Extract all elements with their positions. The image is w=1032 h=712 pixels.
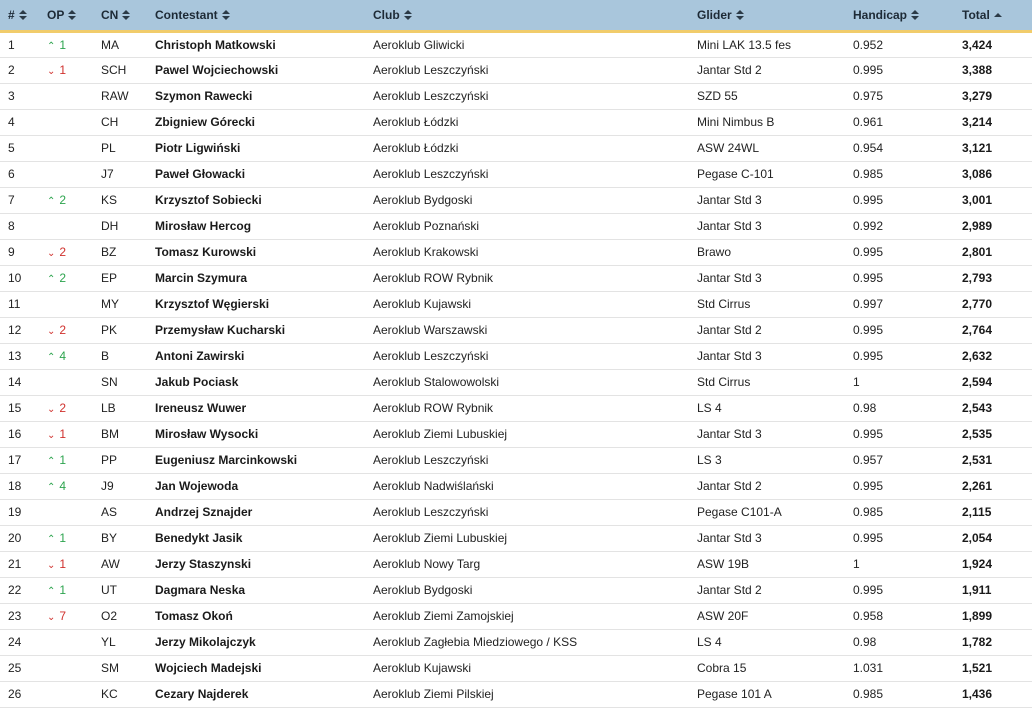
position-change: ⌃ 1	[47, 583, 67, 597]
contestant-cell: Wojciech Madejski	[155, 661, 262, 675]
cn-cell: BM	[101, 427, 119, 441]
table-row[interactable]	[0, 629, 1032, 655]
contestant-cell: Jerzy Staszynski	[155, 557, 252, 571]
table-row[interactable]	[0, 57, 1032, 83]
chevron-up-icon: ⌃	[47, 456, 56, 467]
sort-club-header[interactable]: Club	[373, 0, 697, 31]
glider-cell: Mini Nimbus B	[697, 115, 775, 129]
cn-cell: SN	[101, 375, 118, 389]
club-cell: Aeroklub Krakowski	[373, 245, 479, 259]
cn-cell: PL	[101, 141, 116, 155]
position-change: ⌄ 2	[47, 323, 67, 337]
handicap-cell: 0.985	[853, 505, 884, 519]
chevron-down-icon: ⌄	[47, 612, 56, 623]
club-cell: Aeroklub Bydgoski	[373, 583, 473, 597]
sort-op-header[interactable]: OP	[47, 0, 101, 31]
op-cell	[47, 395, 101, 421]
chevron-up-icon: ⌃	[47, 196, 56, 207]
cn-cell: PK	[101, 323, 118, 337]
contestant-cell: Tomasz Kurowski	[155, 245, 257, 259]
chevron-up-icon: ⌃	[47, 534, 56, 545]
cn-cell: PP	[101, 453, 118, 467]
position-change: ⌃ 1	[47, 37, 67, 52]
chevron-up-icon: ⌃	[47, 482, 56, 493]
total-cell: 1,521	[962, 661, 993, 675]
rank-cell: 15	[8, 401, 22, 415]
position-change: ⌄ 1	[47, 557, 67, 571]
club-cell: Aeroklub Stalowowolski	[373, 375, 500, 389]
position-change: ⌃ 4	[47, 349, 67, 363]
op-cell	[47, 135, 101, 161]
chevron-down-icon: ⌄	[47, 430, 56, 441]
handicap-cell: 0.995	[853, 349, 884, 363]
rank-cell: 3	[8, 89, 15, 103]
handicap-cell: 0.985	[853, 687, 884, 701]
glider-cell: ASW 19B	[697, 557, 750, 571]
handicap-cell: 0.995	[853, 427, 884, 441]
rank-cell: 16	[8, 427, 22, 441]
rank-cell: 12	[8, 323, 22, 337]
chevron-up-icon: ⌃	[47, 352, 56, 363]
position-change: ⌃ 1	[47, 531, 67, 545]
op-cell	[47, 57, 101, 83]
contestant-cell: Jerzy Mikolajczyk	[155, 635, 256, 649]
op-cell	[47, 239, 101, 265]
contestant-cell: Jan Wojewoda	[155, 479, 239, 493]
glider-cell: Jantar Std 2	[697, 583, 762, 597]
cn-cell: RAW	[101, 89, 129, 103]
glider-cell: LS 4	[697, 635, 722, 649]
rank-cell: 9	[8, 245, 15, 259]
handicap-cell: 1	[853, 557, 860, 571]
contestant-cell: Pawel Wojciechowski	[155, 63, 279, 77]
rank-cell: 18	[8, 479, 22, 493]
cn-cell: KC	[101, 687, 118, 701]
op-cell	[47, 447, 101, 473]
rank-cell: 17	[8, 453, 22, 467]
op-cell	[47, 317, 101, 343]
rank-cell: 7	[8, 193, 15, 207]
contestant-cell: Eugeniusz Marcinkowski	[155, 453, 298, 467]
glider-cell: Brawo	[697, 245, 732, 259]
contestant-cell: Mirosław Wysocki	[155, 427, 259, 441]
contestant-cell: Mirosław Hercog	[155, 219, 252, 233]
op-cell	[47, 83, 101, 109]
glider-cell: Std Cirrus	[697, 297, 751, 311]
glider-cell: Jantar Std 3	[697, 531, 762, 545]
total-cell: 2,594	[962, 375, 993, 389]
sort-icon	[19, 10, 27, 20]
total-cell: 1,782	[962, 635, 993, 649]
contestant-cell: Przemysław Kucharski	[155, 323, 286, 337]
op-cell	[47, 681, 101, 707]
rank-cell: 21	[8, 557, 22, 571]
club-cell: Aeroklub Warszawski	[373, 323, 488, 337]
op-cell	[47, 499, 101, 525]
contestant-cell: Piotr Ligwiński	[155, 141, 241, 155]
handicap-cell: 0.954	[853, 141, 884, 155]
chevron-down-icon: ⌄	[47, 326, 56, 337]
club-cell: Aeroklub Ziemi Pilskiej	[373, 687, 494, 701]
handicap-cell: 0.98	[853, 401, 877, 415]
table-row[interactable]	[0, 187, 1032, 213]
op-cell	[47, 187, 101, 213]
club-cell: Aeroklub Leszczyński	[373, 63, 489, 77]
club-cell: Aeroklub Nowy Targ	[373, 557, 481, 571]
glider-cell: ASW 24WL	[697, 141, 760, 155]
position-change: ⌄ 1	[47, 63, 67, 77]
table-row[interactable]	[0, 239, 1032, 265]
table-row[interactable]	[0, 499, 1032, 525]
cn-cell: LB	[101, 401, 116, 415]
rank-cell: 1	[8, 37, 15, 52]
contestant-cell: Andrzej Sznajder	[155, 505, 253, 519]
glider-cell: Pegase 101 A	[697, 687, 772, 701]
rank-cell: 26	[8, 687, 22, 701]
chevron-down-icon: ⌄	[47, 248, 56, 259]
club-cell: Aeroklub Ziemi Lubuskiej	[373, 531, 508, 545]
table-row[interactable]	[0, 265, 1032, 291]
club-cell: Aeroklub Ziemi Zamojskiej	[373, 609, 514, 623]
op-cell	[47, 109, 101, 135]
op-cell	[47, 161, 101, 187]
sort-handicap-header[interactable]: Handicap	[853, 0, 962, 31]
total-cell: 3,214	[962, 115, 993, 129]
handicap-cell: 0.992	[853, 219, 884, 233]
rank-cell: 20	[8, 531, 22, 545]
cn-cell: J9	[101, 479, 114, 493]
op-cell	[47, 291, 101, 317]
contestant-cell: Marcin Szymura	[155, 271, 248, 285]
club-cell: Aeroklub Kujawski	[373, 661, 472, 675]
rank-cell: 6	[8, 167, 15, 181]
total-cell: 3,121	[962, 141, 993, 155]
club-cell: Aeroklub Kujawski	[373, 297, 472, 311]
glider-cell: Cobra 15	[697, 661, 747, 675]
total-cell: 2,632	[962, 349, 993, 363]
handicap-cell: 0.995	[853, 245, 884, 259]
club-cell: Aeroklub ROW Rybnik	[373, 271, 494, 285]
cn-cell: DH	[101, 219, 119, 233]
glider-cell: Std Cirrus	[697, 375, 751, 389]
position-change: ⌄ 7	[47, 609, 67, 623]
rank-cell: 13	[8, 349, 22, 363]
rank-cell: 8	[8, 219, 15, 233]
total-cell: 2,793	[962, 271, 993, 285]
handicap-cell: 0.975	[853, 89, 884, 103]
club-cell: Aeroklub Leszczyński	[373, 349, 489, 363]
op-cell	[47, 473, 101, 499]
handicap-cell: 0.952	[853, 37, 884, 52]
sort-icon	[736, 10, 744, 20]
op-cell	[47, 551, 101, 577]
table-row[interactable]	[0, 395, 1032, 421]
cn-cell: MA	[101, 37, 119, 52]
club-cell: Aeroklub Łódzki	[373, 115, 459, 129]
handicap-cell: 0.958	[853, 609, 884, 623]
cn-cell: CH	[101, 115, 119, 129]
total-cell: 1,899	[962, 609, 993, 623]
glider-cell: Jantar Std 3	[697, 349, 762, 363]
op-cell	[47, 525, 101, 551]
contestant-cell: Krzysztof Węgierski	[155, 297, 270, 311]
rank-cell: 24	[8, 635, 22, 649]
sort-icon	[911, 10, 919, 20]
op-cell	[47, 655, 101, 681]
position-change: ⌃ 2	[47, 271, 67, 285]
contestant-cell: Szymon Rawecki	[155, 89, 253, 103]
op-cell	[47, 577, 101, 603]
total-cell: 2,770	[962, 297, 993, 311]
total-cell: 1,911	[962, 583, 992, 597]
glider-cell: LS 3	[697, 453, 722, 467]
contestant-cell: Antoni Zawirski	[155, 349, 245, 363]
table-row[interactable]	[0, 681, 1032, 707]
glider-cell: Mini LAK 13.5 fes	[697, 37, 792, 52]
cn-cell: O2	[101, 609, 118, 623]
chevron-up-icon: ⌃	[47, 586, 56, 597]
table-row[interactable]	[0, 343, 1032, 369]
rank-cell: 11	[8, 297, 21, 311]
table-row[interactable]	[0, 83, 1032, 109]
total-cell: 2,261	[962, 479, 993, 493]
table-row[interactable]	[0, 577, 1032, 603]
contestant-cell: Tomasz Okoń	[155, 609, 233, 623]
handicap-cell: 1	[853, 375, 860, 389]
total-cell: 2,054	[962, 531, 993, 545]
club-cell: Aeroklub Zagłebia Miedziowego / KSS	[373, 635, 578, 649]
glider-cell: Jantar Std 3	[697, 427, 762, 441]
total-cell: 3,424	[962, 37, 993, 52]
rank-cell: 10	[8, 271, 22, 285]
rank-cell: 14	[8, 375, 22, 389]
rank-cell: 25	[8, 661, 22, 675]
total-cell: 3,001	[962, 193, 993, 207]
handicap-cell: 0.995	[853, 193, 884, 207]
table-row[interactable]	[0, 447, 1032, 473]
club-cell: Aeroklub Nadwiślański	[373, 479, 494, 493]
glider-cell: Jantar Std 3	[697, 193, 762, 207]
total-cell: 2,543	[962, 401, 993, 415]
sort-rank-header[interactable]: #	[0, 0, 47, 31]
op-cell	[47, 31, 101, 57]
glider-cell: LS 4	[697, 401, 722, 415]
club-cell: Aeroklub Bydgoski	[373, 193, 473, 207]
club-cell: Aeroklub Ziemi Lubuskiej	[373, 427, 508, 441]
table-body	[0, 31, 1032, 707]
club-cell: Aeroklub Łódzki	[373, 141, 459, 155]
position-change: ⌃ 2	[47, 193, 67, 207]
sort-icon	[404, 10, 412, 20]
total-cell: 3,388	[962, 63, 993, 77]
glider-cell: Jantar Std 2	[697, 479, 762, 493]
cn-cell: BY	[101, 531, 118, 545]
contestant-cell: Jakub Pociask	[155, 375, 239, 389]
table-row[interactable]	[0, 551, 1032, 577]
glider-cell: Jantar Std 2	[697, 323, 762, 337]
cn-cell: BZ	[101, 245, 117, 259]
total-cell: 3,086	[962, 167, 993, 181]
chevron-down-icon: ⌄	[47, 404, 56, 415]
club-cell: Aeroklub Leszczyński	[373, 505, 489, 519]
op-cell	[47, 629, 101, 655]
handicap-cell: 0.995	[853, 323, 884, 337]
table-header	[0, 0, 1032, 31]
handicap-cell: 0.995	[853, 583, 884, 597]
club-cell: Aeroklub ROW Rybnik	[373, 401, 494, 415]
chevron-down-icon: ⌄	[47, 560, 56, 571]
total-cell: 2,989	[962, 219, 993, 233]
glider-cell: Jantar Std 2	[697, 63, 762, 77]
total-cell: 1,436	[962, 687, 993, 701]
handicap-cell: 0.957	[853, 453, 884, 467]
glider-cell: ASW 20F	[697, 609, 749, 623]
glider-cell: Pegase C-101	[697, 167, 774, 181]
handicap-cell: 1.031	[853, 661, 884, 675]
cn-cell: AS	[101, 505, 118, 519]
contestant-cell: Christoph Matkowski	[155, 37, 276, 52]
contestant-cell: Paweł Głowacki	[155, 167, 246, 181]
table-row[interactable]	[0, 473, 1032, 499]
op-cell	[47, 343, 101, 369]
table-row[interactable]	[0, 135, 1032, 161]
total-cell: 2,764	[962, 323, 993, 337]
handicap-cell: 0.997	[853, 297, 884, 311]
glider-cell: Jantar Std 3	[697, 271, 762, 285]
handicap-cell: 0.995	[853, 271, 884, 285]
table-row[interactable]	[0, 291, 1032, 317]
cn-cell: YL	[101, 635, 116, 649]
club-cell: Aeroklub Poznański	[373, 219, 480, 233]
cn-cell: UT	[101, 583, 117, 597]
cn-cell: AW	[101, 557, 120, 571]
op-cell	[47, 213, 101, 239]
sort-total-header[interactable]: Total	[962, 0, 1032, 31]
cn-cell: EP	[101, 271, 118, 285]
club-cell: Aeroklub Leszczyński	[373, 89, 489, 103]
contestant-cell: Dagmara Neska	[155, 583, 246, 597]
contestant-cell: Ireneusz Wuwer	[155, 401, 247, 415]
sort-glider-header[interactable]: Glider	[697, 0, 853, 31]
contestant-cell: Krzysztof Sobiecki	[155, 193, 262, 207]
club-cell: Aeroklub Leszczyński	[373, 453, 489, 467]
position-change: ⌄ 1	[47, 427, 67, 441]
contestant-cell: Zbigniew Górecki	[155, 115, 256, 129]
op-cell	[47, 265, 101, 291]
sort-icon	[222, 10, 230, 20]
handicap-cell: 0.985	[853, 167, 884, 181]
handicap-cell: 0.995	[853, 531, 884, 545]
op-cell	[47, 603, 101, 629]
position-change: ⌄ 2	[47, 401, 67, 415]
contestant-cell: Cezary Najderek	[155, 687, 249, 701]
sort-icon	[68, 10, 76, 20]
table-row[interactable]	[0, 109, 1032, 135]
cn-cell: SCH	[101, 63, 127, 77]
handicap-cell: 0.98	[853, 635, 877, 649]
chevron-up-icon: ⌃	[47, 274, 56, 285]
contestant-cell: Benedykt Jasik	[155, 531, 243, 545]
rank-cell: 22	[8, 583, 22, 597]
handicap-cell: 0.961	[853, 115, 884, 129]
glider-cell: SZD 55	[697, 89, 738, 103]
sort-cn-header[interactable]: CN	[101, 0, 155, 31]
cn-cell: MY	[101, 297, 119, 311]
cn-cell: J7	[101, 167, 114, 181]
total-cell: 3,279	[962, 89, 993, 103]
table-row[interactable]	[0, 655, 1032, 681]
handicap-cell: 0.995	[853, 63, 884, 77]
table-row[interactable]	[0, 525, 1032, 551]
handicap-cell: 0.995	[853, 479, 884, 493]
table-row[interactable]	[0, 369, 1032, 395]
club-cell: Aeroklub Leszczyński	[373, 167, 489, 181]
rank-cell: 4	[8, 115, 15, 129]
cn-cell: KS	[101, 193, 118, 207]
rank-cell: 19	[8, 505, 22, 519]
total-cell: 2,801	[962, 245, 993, 259]
table-row[interactable]	[0, 603, 1032, 629]
total-cell: 2,531	[962, 453, 993, 467]
table-row[interactable]	[0, 161, 1032, 187]
cn-cell: B	[101, 349, 110, 363]
table-row[interactable]	[0, 31, 1032, 57]
rank-cell: 2	[8, 63, 15, 77]
rank-cell: 5	[8, 141, 15, 155]
table-row[interactable]	[0, 213, 1032, 239]
table-row[interactable]	[0, 421, 1032, 447]
position-change: ⌃ 4	[47, 479, 67, 493]
position-change: ⌃ 1	[47, 453, 67, 467]
op-cell	[47, 369, 101, 395]
sort-contestant-header[interactable]: Contestant	[155, 0, 373, 31]
glider-cell: Jantar Std 3	[697, 219, 762, 233]
position-change: ⌄ 2	[47, 245, 67, 259]
total-cell: 2,115	[962, 505, 992, 519]
club-cell: Aeroklub Gliwicki	[373, 37, 465, 52]
total-cell: 1,924	[962, 557, 993, 571]
sort-icon	[122, 10, 130, 20]
cn-cell: SM	[101, 661, 119, 675]
sort-ascending-icon	[994, 10, 1002, 20]
rank-cell: 23	[8, 609, 22, 623]
op-cell	[47, 421, 101, 447]
chevron-down-icon: ⌄	[47, 66, 56, 77]
glider-cell: Pegase C101-A	[697, 505, 782, 519]
total-cell: 2,535	[962, 427, 993, 441]
chevron-up-icon: ⌃	[47, 40, 56, 52]
table-row[interactable]	[0, 317, 1032, 343]
